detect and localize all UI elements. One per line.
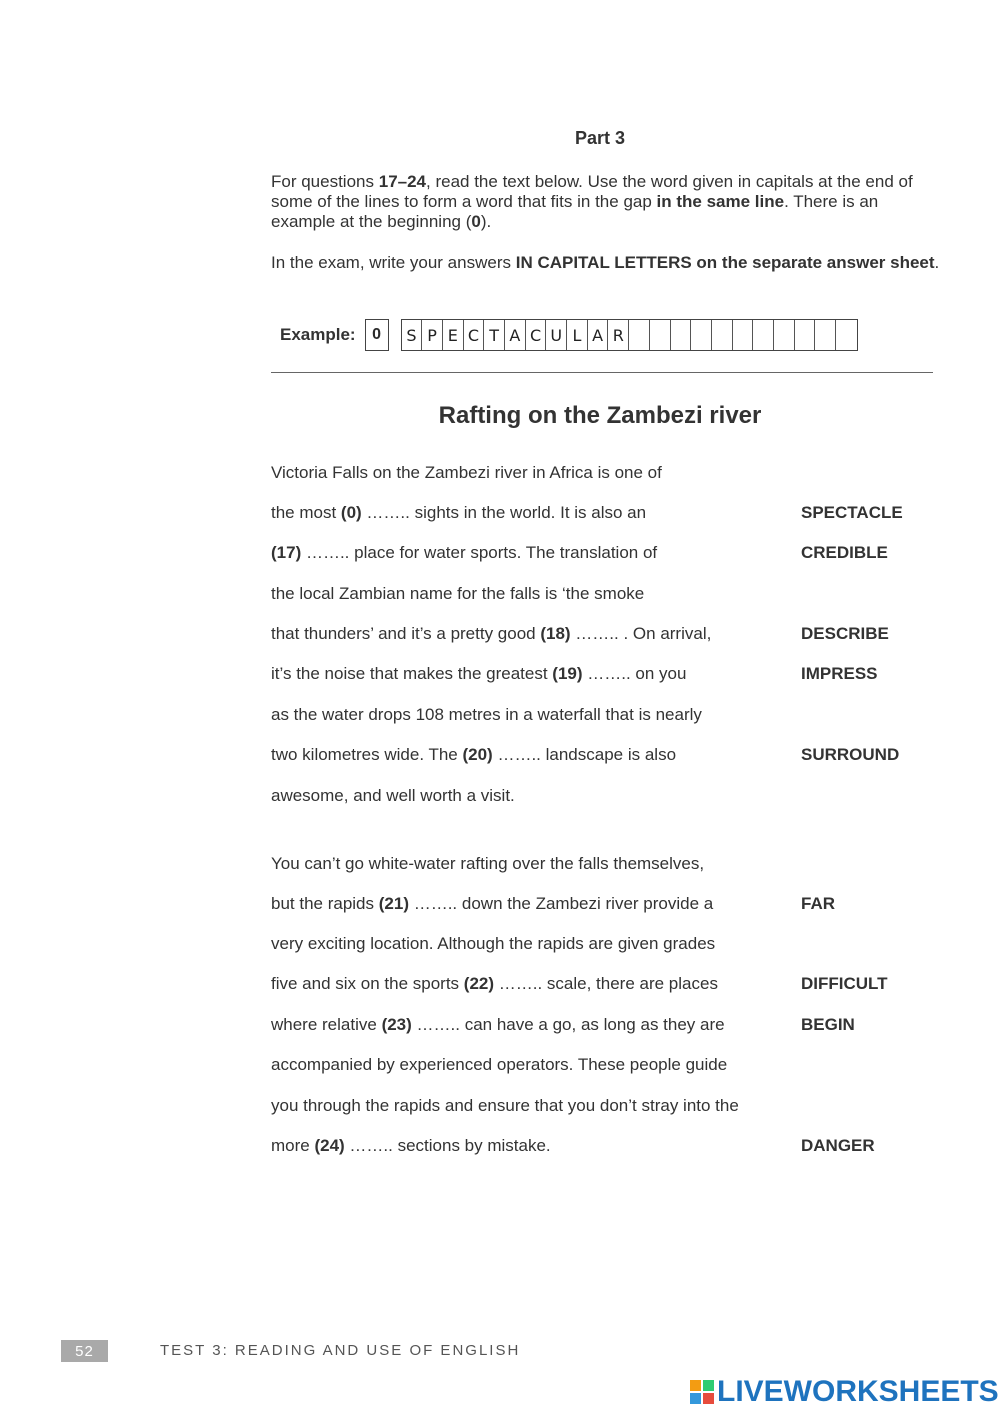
letter-box: C [526, 320, 547, 350]
footer-section-title: TEST 3: READING AND USE OF ENGLISH [160, 1342, 521, 1359]
gap-number: (23) [381, 1015, 412, 1034]
letter-box [774, 320, 795, 350]
text-line: the local Zambian name for the falls is ‘the smoke [271, 584, 645, 603]
text-line: awesome, and well worth a visit. [271, 786, 515, 805]
gap-number: (18) [540, 624, 571, 643]
letter-box [836, 320, 857, 350]
keyword: BEGIN [801, 1015, 855, 1034]
divider [271, 372, 933, 373]
text-line: the most (0) …….. sights in the world. It is also an [271, 503, 647, 522]
example-label: Example: [280, 325, 356, 344]
letter-box: L [567, 320, 588, 350]
keyword: FAR [801, 894, 835, 913]
letter-box [753, 320, 774, 350]
letter-box: P [422, 320, 443, 350]
keyword: CREDIBLE [801, 543, 888, 562]
text-line: more (24) …….. sections by mistake. [271, 1136, 551, 1155]
answer-letter-boxes [401, 319, 858, 351]
logo-square [690, 1380, 701, 1391]
gap-number: (19) [552, 664, 583, 683]
logo-square [690, 1393, 701, 1404]
letter-box [795, 320, 816, 350]
logo-text: LIVEWORKSHEETS [717, 1375, 999, 1408]
logo-grid-icon [690, 1380, 714, 1404]
exam-instructions: In the exam, write your answers IN CAPITAL LETTERS on the separate answer sheet. [271, 253, 940, 272]
letter-box [650, 320, 671, 350]
gap-number: (22) [463, 974, 495, 993]
logo-square [703, 1393, 714, 1404]
letter-box: R [608, 320, 629, 350]
example-number-box: 0 [365, 319, 389, 351]
letter-box: U [546, 320, 567, 350]
example-row [280, 318, 858, 352]
letter-box [733, 320, 754, 350]
text-line: where relative (23) …….. can have a go, as long as they are [271, 1015, 725, 1034]
part-title: Part 3 [574, 128, 626, 148]
text-line: (17) …….. place for water sports. The translation of [271, 543, 658, 562]
letter-box [629, 320, 650, 350]
letter-box [815, 320, 836, 350]
keyword: IMPRESS [801, 664, 878, 683]
letter-box: A [505, 320, 526, 350]
letter-box: A [588, 320, 609, 350]
story-title: Rafting on the Zambezi river [438, 402, 762, 429]
letter-box: E [443, 320, 464, 350]
keyword: DANGER [801, 1136, 875, 1155]
text-line: five and six on the sports (22) …….. scale, there are places [271, 974, 718, 993]
text-line: as the water drops 108 metres in a waterfall that is nearly [271, 705, 702, 724]
keyword: SURROUND [801, 745, 900, 764]
text-line: accompanied by experienced operators. These people guide [271, 1055, 728, 1074]
page-number: 52 [61, 1340, 108, 1362]
instructions-paragraph: For questions 17–24, read the text below. Use the word given in capitals at the end of some of the lines to form a word that fits in the gap in the same line. There is an example at the beginning (0). [271, 172, 913, 231]
gap-number: (20) [462, 745, 493, 764]
text-line: You can’t go white-water rafting over the falls themselves, [271, 854, 705, 873]
text-line: but the rapids (21) …….. down the Zambezi river provide a [271, 894, 714, 913]
text-line: you through the rapids and ensure that you don’t stray into the [271, 1096, 739, 1115]
gap-number: (0) [340, 503, 362, 522]
text-line: it’s the noise that makes the greatest (19) …….. on you [271, 664, 687, 683]
letter-box [691, 320, 712, 350]
liveworksheets-logo [690, 1375, 999, 1409]
letter-box: C [464, 320, 485, 350]
keyword: SPECTACLE [801, 503, 903, 522]
text-line: that thunders’ and it’s a pretty good (18) …….. . On arrival, [271, 624, 712, 643]
keyword: DIFFICULT [801, 974, 888, 993]
letter-box [671, 320, 692, 350]
keyword: DESCRIBE [801, 624, 889, 643]
letter-box [712, 320, 733, 350]
gap-number: (21) [378, 894, 409, 913]
gap-number: (24) [314, 1136, 345, 1155]
text-line: very exciting location. Although the rapids are given grades [271, 934, 716, 953]
letter-box: S [402, 320, 423, 350]
letter-box: T [484, 320, 505, 350]
gap-number: (17) [271, 543, 302, 562]
text-line: Victoria Falls on the Zambezi river in Africa is one of [271, 463, 662, 482]
logo-square [703, 1380, 714, 1391]
text-line: two kilometres wide. The (20) …….. landscape is also [271, 745, 677, 764]
